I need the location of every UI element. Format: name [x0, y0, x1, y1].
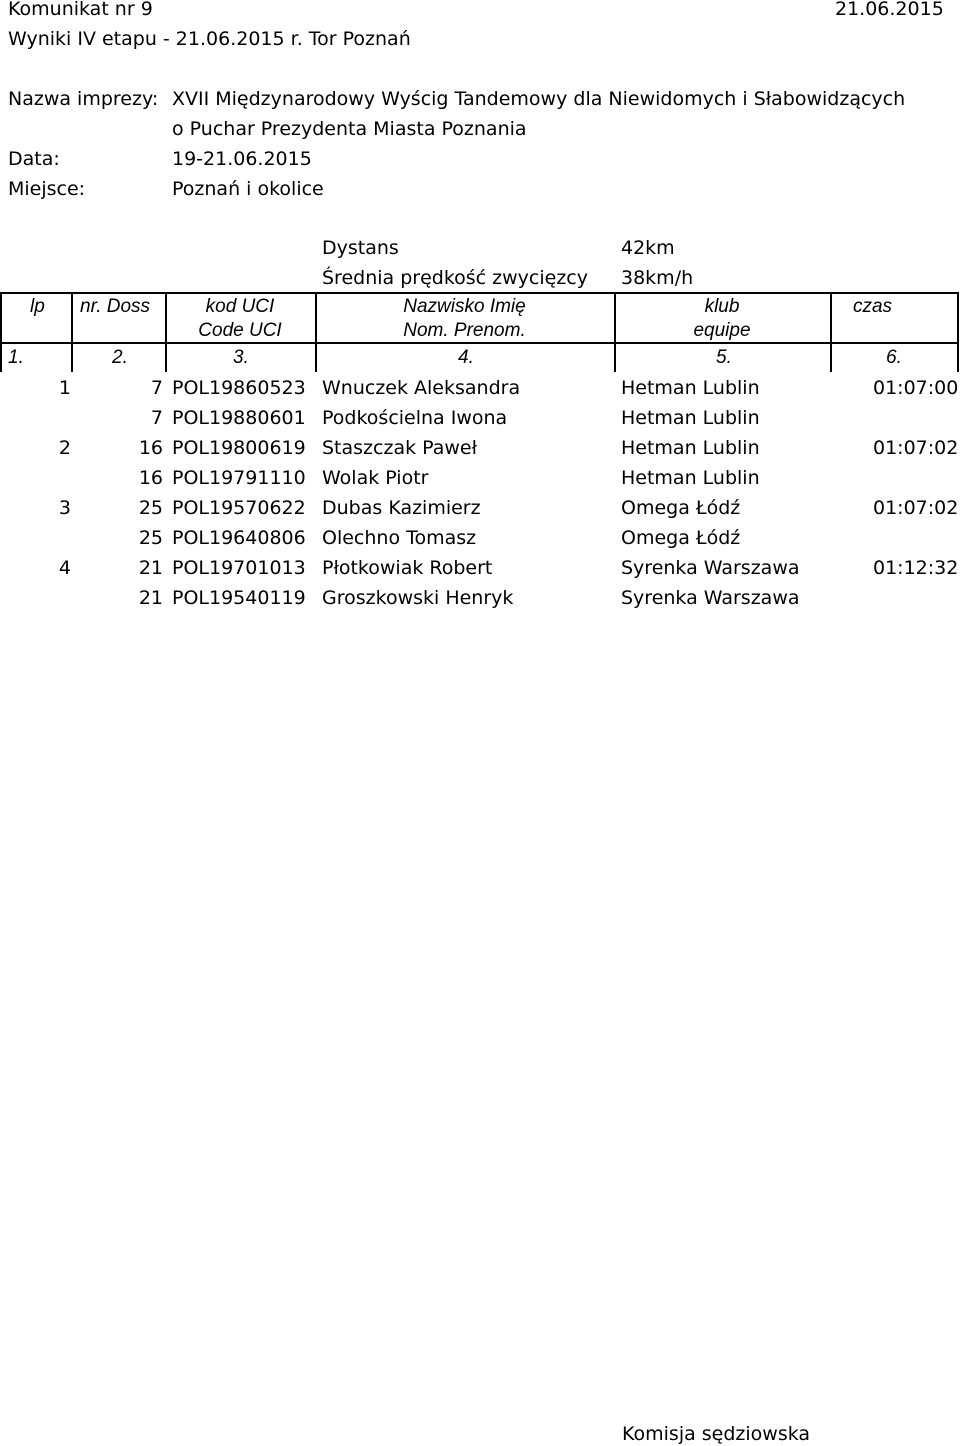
- cell-club: Omega Łódź: [621, 497, 741, 519]
- cell-time: 01:12:32: [873, 557, 959, 579]
- cell-nr: 25: [138, 497, 163, 519]
- cell-uci: POL19701013: [172, 557, 306, 579]
- col-number-1: 1.: [8, 347, 24, 368]
- cell-name: Podkościelna Iwona: [322, 407, 508, 429]
- cell-club: Syrenka Warszawa: [621, 587, 800, 609]
- cell-nr: 16: [138, 467, 163, 489]
- header-nr: nr. Doss: [80, 296, 151, 317]
- cell-name: Dubas Kazimierz: [322, 497, 481, 519]
- col-number-4: 4.: [458, 347, 474, 368]
- header-time: czas: [852, 296, 893, 317]
- cell-club: Omega Łódź: [621, 527, 741, 549]
- cell-uci: POL19540119: [172, 587, 306, 609]
- distance-value: 42km: [621, 237, 675, 259]
- table-border-right: [957, 292, 959, 372]
- header-lp: lp: [30, 296, 45, 317]
- col-number-2: 2.: [112, 347, 128, 368]
- cell-name: Groszkowski Henryk: [322, 587, 514, 609]
- cell-time: 01:07:02: [873, 497, 959, 519]
- cell-uci: POL19860523: [172, 377, 306, 399]
- header-name-fr: Nom. Prenom.: [403, 320, 526, 341]
- cell-uci: POL19640806: [172, 527, 306, 549]
- header-code-uci: Code UCI: [198, 320, 282, 341]
- document-date: 21.06.2015: [835, 0, 944, 20]
- table-border-top: [0, 292, 959, 294]
- header-name: Nazwisko Imię: [403, 296, 526, 317]
- header-kod-uci: kod UCI: [205, 296, 275, 317]
- cell-time: 01:07:00: [873, 377, 959, 399]
- document-subtitle: Wyniki IV etapu - 21.06.2015 r. Tor Poznań: [8, 28, 411, 50]
- event-name-line1: XVII Międzynarodowy Wyścig Tandemowy dla Niewidomych i Słabowidzących: [172, 88, 906, 110]
- cell-lp: 4: [58, 557, 71, 579]
- cell-lp: 3: [58, 497, 71, 519]
- cell-uci: POL19880601: [172, 407, 306, 429]
- cell-lp: 2: [58, 437, 71, 459]
- table-border-left: [0, 292, 2, 372]
- event-name-line2: o Puchar Prezydenta Miasta Poznania: [172, 118, 527, 140]
- col-number-3: 3.: [233, 347, 249, 368]
- cell-nr: 16: [138, 437, 163, 459]
- cell-nr: 21: [138, 587, 163, 609]
- cell-club: Hetman Lublin: [621, 407, 760, 429]
- winner-speed-label: Średnia prędkość zwycięzcy: [322, 267, 588, 289]
- cell-lp: 1: [58, 377, 71, 399]
- komunikat-number: Komunikat nr 9: [8, 0, 153, 20]
- cell-uci: POL19570622: [172, 497, 306, 519]
- cell-uci: POL19791110: [172, 467, 306, 489]
- header-club: klub: [704, 296, 740, 317]
- cell-name: Olechno Tomasz: [322, 527, 477, 549]
- cell-time: 01:07:02: [873, 437, 959, 459]
- cell-name: Płotkowiak Robert: [322, 557, 493, 579]
- cell-uci: POL19800619: [172, 437, 306, 459]
- col-number-6: 6.: [886, 347, 902, 368]
- date-value: 19-21.06.2015: [172, 148, 312, 170]
- cell-nr: 21: [138, 557, 163, 579]
- cell-nr: 25: [138, 527, 163, 549]
- table-divider: [71, 292, 73, 372]
- judges-signature: Komisja sędziowska: [622, 1423, 811, 1445]
- winner-speed-value: 38km/h: [621, 267, 694, 289]
- cell-nr: 7: [150, 407, 163, 429]
- cell-club: Hetman Lublin: [621, 437, 760, 459]
- cell-club: Hetman Lublin: [621, 377, 760, 399]
- event-label: Nazwa imprezy:: [8, 88, 159, 110]
- cell-club: Hetman Lublin: [621, 467, 760, 489]
- cell-club: Syrenka Warszawa: [621, 557, 800, 579]
- date-label: Data:: [8, 148, 60, 170]
- header-club-fr: equipe: [693, 320, 751, 341]
- place-value: Poznań i okolice: [172, 178, 324, 200]
- place-label: Miejsce:: [8, 178, 86, 200]
- col-number-5: 5.: [716, 347, 732, 368]
- cell-name: Staszczak Paweł: [322, 437, 478, 459]
- cell-nr: 7: [150, 377, 163, 399]
- distance-label: Dystans: [322, 237, 399, 259]
- cell-name: Wolak Piotr: [322, 467, 429, 489]
- cell-name: Wnuczek Aleksandra: [322, 377, 521, 399]
